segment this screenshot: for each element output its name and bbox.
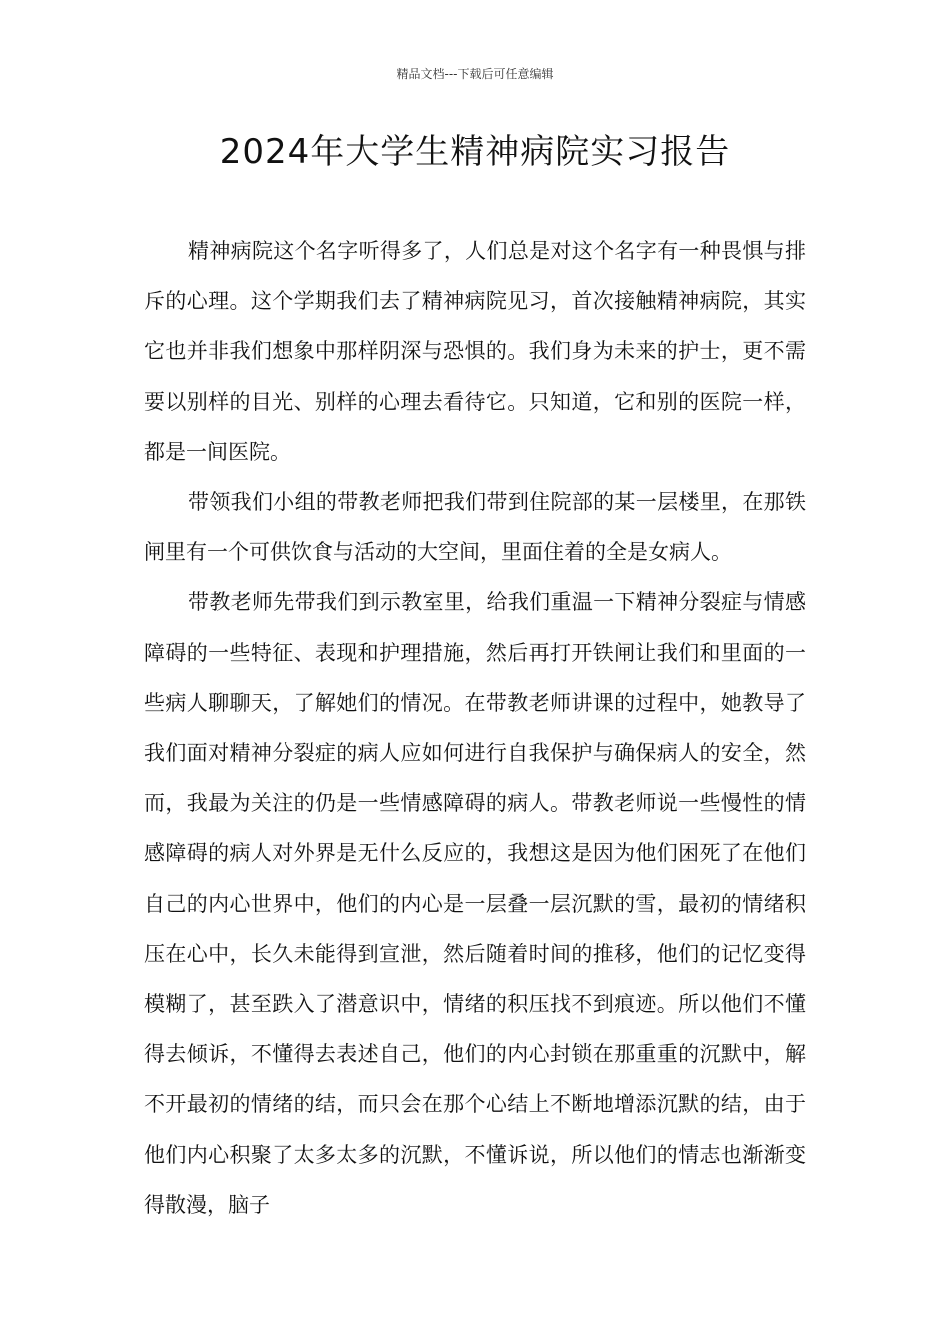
header-note: 精品文档---下载后可任意编辑: [396, 67, 554, 81]
document-body: [144, 226, 806, 1230]
document-title: 2024年大学生精神病院实习报告: [219, 132, 731, 172]
paragraph: 精神病院这个名字听得多了，人们总是对这个名字有一种畏惧与排斥的心理。这个学期我们去了精神病院见习，首次接触精神病院，其实它也并非我们想象中那样阴深与恐惧的。我们身为未来的护士，更不需要以别样的目光、别样的心理去看待它。只知道，它和别的医院一样，都是一间医院。: [144, 239, 806, 464]
paragraph: 带教老师先带我们到示教室里，给我们重温一下精神分裂症与情感障碍的一些特征、表现和护理措施，然后再打开铁闸让我们和里面的一些病人聊聊天，了解她们的情况。在带教老师讲课的过程中，她教导了我们面对精神分裂症的病人应如何进行自我保护与确保病人的安全，然而，我最为关注的仍是一些情感障碍的病人。带教老师说一些慢性的情感障碍的病人对外界是无什么反应的，我想这是因为他们困死了在他们自己的内心世界中，他们的内心是一层叠一层沉默的雪，最初的情绪积压在心中，长久未能得到宣泄，然后随着时间的推移，他们的记忆变得模糊了，甚至跌入了潜意识中，情绪的积压找不到痕迹。所以他们不懂得去倾诉，不懂得去表述自己，他们的内心封锁在那重重的沉默中，解不开最初的情绪的结，而只会在那个心结上不断地增添沉默的结，由于他们内心积聚了太多太多的沉默，不懂诉说，所以他们的情志也渐渐变得散漫，脑子: [144, 590, 806, 1217]
paragraph: 带领我们小组的带教老师把我们带到住院部的某一层楼里，在那铁闸里有一个可供饮食与活动的大空间，里面住着的全是女病人。: [144, 490, 806, 565]
